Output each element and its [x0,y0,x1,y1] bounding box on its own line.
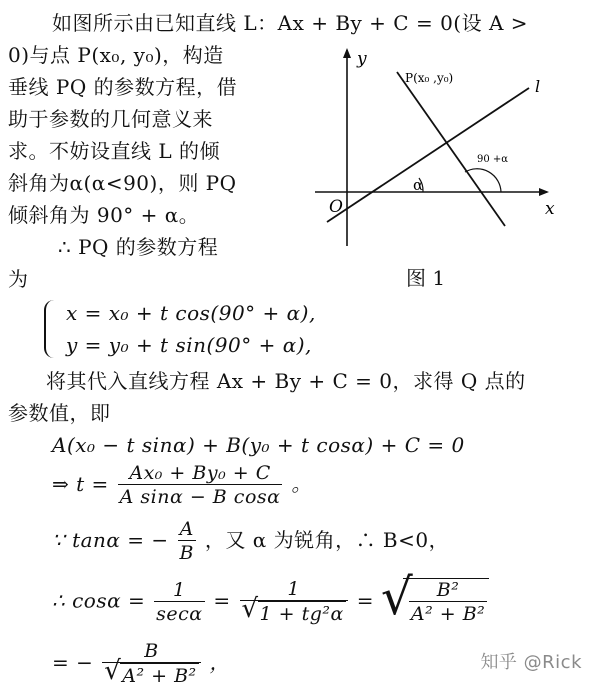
big-sqrt [380,568,489,626]
final-den-wrapper [102,662,200,688]
final-numerator: B [144,640,159,662]
t-numerator: Ax₀ + By₀ + C [129,462,271,484]
final-equation [52,640,230,688]
cos-den-1: secα [156,602,203,625]
para-line-9: 为 [8,267,29,291]
tan-fraction [178,518,196,565]
cos-den-2-wrapper [240,600,348,626]
para-line-4: 助于参数的几何意义来 [8,107,213,131]
tan-equation [52,518,449,565]
para-line-6: 斜角为α(α<90)，则 PQ [8,171,237,195]
cos-fraction-1 [154,579,204,626]
origin-label: O [329,197,343,217]
angle-90-arc [465,169,501,192]
cos-num-3: B² [436,579,460,601]
y-axis-label: y [357,49,367,69]
watermark: 知乎 @Rick [480,652,582,673]
cos-num-2: 1 [287,578,300,600]
sqrt-1 [244,601,346,626]
t-fraction [118,462,283,509]
final-fraction [102,640,200,688]
substitute-line-1: 将其代入直线方程 Ax + By + C = 0，求得 Q 点的 [46,369,526,393]
system-eq-1: x = x₀ + t cos(90° + α), [66,301,316,325]
big-sqrt-radicand [403,578,489,626]
tan-prefix: ∵ tanα = − [52,528,169,552]
system-eq-2: y = y₀ + t sin(90° + α), [66,333,312,357]
substitute-line-2: 参数值，即 [8,401,111,425]
cos-fraction-3 [409,579,487,626]
x-axis-label: x [545,199,555,219]
final-denominator: A² + B² [122,665,197,687]
cos-fraction-2 [240,578,348,626]
cos-prefix: ∴ cosα = [52,588,146,613]
para-line-1: 如图所示由已知直线 L：Ax + By + C = 0(设 A > [52,11,529,35]
para-line-7: 倾斜角为 90° + α。 [8,203,200,227]
final-prefix: = − [52,650,94,675]
equals-1: = [213,588,231,613]
sqrt-2 [106,663,198,688]
para-line-2: 0)与点 P(x₀, y₀)，构造 [8,43,224,67]
cos-den-3: A² + B² [410,603,486,625]
final-end: ， [209,650,231,675]
point-p-label: P(x₀ ,y₀) [405,71,454,85]
angle-90-label: 90 +α [477,154,509,165]
angle-alpha-label: α [413,176,424,194]
t-equation [52,462,312,509]
t-prefix: ⇒ t = [52,472,109,496]
figure-caption: 图 1 [406,266,446,290]
tan-suffix: ，又 α 为锐角，∴ B<0， [204,528,450,552]
y-axis-arrow [343,48,351,58]
tan-denominator: B [179,542,194,564]
line-l-label: l [535,77,541,96]
t-end: 。 [291,472,312,496]
cos-equation [52,568,489,626]
para-line-8: ∴ PQ 的参数方程 [58,235,219,259]
para-line-5: 求。不妨设直线 L 的倾 [8,139,220,163]
t-denominator: A sinα − B cosα [119,486,281,508]
para-line-3: 垂线 PQ 的参数方程，借 [8,75,238,99]
x-axis-arrow [539,188,549,196]
cos-num-1: 1 [173,578,186,601]
figure-1 [305,46,575,256]
line-pq [397,72,505,226]
equals-2: = [356,588,374,613]
tan-numerator: A [179,518,194,540]
equation-a: A(x₀ − t sinα) + B(y₀ + t cosα) + C = 0 [52,433,465,457]
cos-den-2: 1 + tg²α [259,603,344,625]
root-sign: √ [380,568,414,626]
system-brace [44,300,60,358]
